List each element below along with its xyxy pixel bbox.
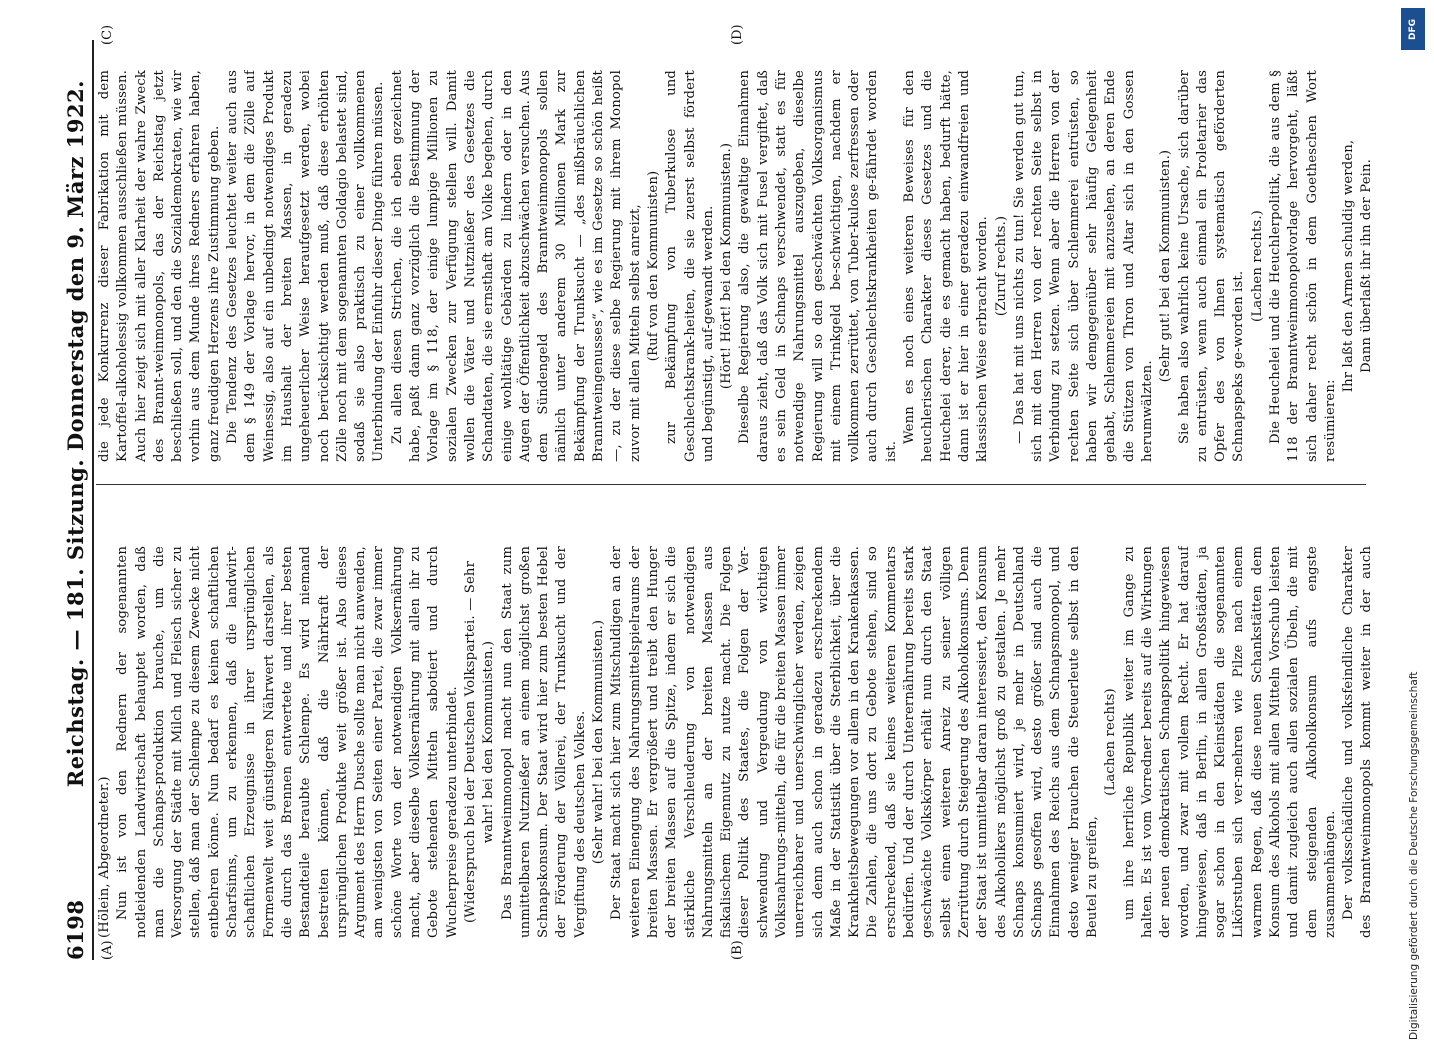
text-column-left	[96, 546, 1376, 938]
margin-marker-b: (B)	[730, 940, 745, 960]
paragraph: Nun ist von den Rednern der sogenannten notleidenden Landwirtschaft behauptet worden, daß man die Schnaps-produktion brauche, um die Versorgung der Städte mit Milch und Fleisch sicher zu stellen, daß man der Schlempe zu diesem Zwecke nicht entbehren könne. Nun bedarf es keinen schaftlichen Scharfsinns, um zu erkennen, daß die landwirt-schaftlichen Erzeugnisse in ihrer ursprünglichen Formenwelt weit günstigeren Nährwert darstellen, als die durch das Brennen entwertete und ihrer besten Bestandteile beraubte Schlempe. Es wird niemand bestreiten können, daß die Nährkraft der ursprünglichen Produkte weit größer ist. Also dieses Argument des Herrn Dusche sollte man nicht anwenden, am wenigsten von Seiten einer Partei, die zwar immer schöne Worte von der notwendigen Volksernährung macht, aber dieselbe Volksernährung mit allen ihr zu Gebote stehenden Mitteln sabotiert und durch Wucherpreise geradezu unterbindet.	[115, 546, 460, 938]
page-number: 6198	[63, 899, 88, 960]
paragraph: (Hölein, Abgeordneter.)	[97, 776, 112, 938]
paragraph: Dann überlaßt ihr ihn der Pein.	[1359, 158, 1375, 374]
margin-marker-a: (A)	[100, 940, 115, 960]
paragraph: Der Staat macht sich hier zum Mitschuldigen an der weiteren Einengung des Nahrungsmittelspielraums der breiten Massen. Er vergrößert und treibt den Hunger der breiten Massen auf die Spitze, indem er sich die stärkliche Verschleuderung von notwendigen Nahrungsmitteln an der breiten Massen aus fiskalischem Eigennutz zu nutze macht. Die Folgen dieser Politik des Staates, die Folgen der Ver-schwendung und Vergeudung von wichtigen Volksnahrungs-mitteln, die für die breiten Massen immer unerreichbarer und unerschwinglicher werden, zeigen sich denn auch schon in geradezu erschreckendem Maße in der Statistik über die Sterblichkeit, über die Krankheitsbewegungen vor allem in den Krankenkassen. Die Zahlen, die uns dort zu Gebote stehen, sind so erschreckend, daß sie keines weiteren Kommentars bedürfen. Und der durch Unterernährung bereits stark geschwächte Volkskörper erhält nun durch den Staat selbst einen weiteren Anreiz zu seiner völligen Zerrüttung durch Steigerung des Alkoholkonsums. Denn der Staat ist unmittelbar daran interessiert, den Konsum des Alkoholikers möglichst groß zu gestalten. Je mehr Schnaps konsumiert wird, je mehr in Deutschland Schnaps gesoffen wird, desto größer sind auch die Einnahmen des Reichs aus dem Schnapsmonopol, und desto weniger brauchen die Steuerleute selbst in den Beutel zu greifen,	[609, 546, 1101, 938]
dfg-logo: DFG	[1401, 8, 1425, 50]
paragraph: (Lachen rechts)	[1103, 688, 1119, 796]
digitization-credit: Digitalisierung gefördert durch die Deutsche Forschungsgemeinschaft	[1408, 671, 1420, 1040]
paragraph: — Das hat mit uns nichts zu tun! Sie werden gut tun, sich mit den Herren von der rechten Seite selbst in Verbindung zu setzen. Wenn aber die Herren von der rechten Seite sich über Schlemmerei entrüsten, so haben wir demgegenüber sehr häufig Gelegenheit gehabt, Schlemmereien mit anzusehen, an deren Ende die Stützen von Thron und Altar sich in den Gossen herumwälzten.	[1011, 70, 1155, 462]
paragraph: Dieselbe Regierung also, die gewaltige Einnahmen daraus zieht, daß das Volk sich mit Fusel vergiftet, daß es sein Geld in Schnaps verschwendet, statt es für notwendige Nahrungsmittel auszugeben, dieselbe Regierung will so den geschwächten Volksorganismus mit einem Trinkgeld be-schwichtigen, nachdem er vollkommen zerrüttet, von Tuber-kulose zerfressen oder auch durch Geschlechtskrankheiten ge-fährdet worden ist.	[737, 70, 899, 462]
paragraph: die jede Konkurrenz dieser Fabrikation mit dem Kartoffel-alkoholessig vollkommen ausschließen müssen. Auch hier zeigt sich mit aller Klarheit der wahre Zweck des Brannt-weinmonopols, das der Reichstag jetzt beschließen soll, und den die Sozialdemokraten, wie wir vorhin aus dem Munde ihres Redners erfahren haben, ganz freudigen Herzens ihre Zustimmung geben.	[97, 70, 222, 462]
paragraph: (Widerspruch bei der Deutschen Volkspartei. — Sehr wahr! bei den Kommunisten.)	[462, 560, 497, 924]
margin-marker-c: (C)	[100, 24, 115, 45]
paragraph: (Lachen rechts.)	[1249, 210, 1265, 322]
paragraph: Wenn es noch eines weiteren Beweises für den heuchlerischen Charakter dieses Gesetzes und die Heuchelei derer, die es gemacht haben, bedurft hätte, dann ist er hier in einer geradezu einwandfreien und klassischen Weise erbracht worden.	[902, 70, 991, 462]
column-divider	[96, 484, 1366, 485]
paragraph: Zu allen diesen Strichen, die ich eben gezeichnet habe, paßt dann ganz vorzüglich die Bestimmung der Vorlage im § 118, der einige lumpige Millionen zu sozialen Zwecken zur Verfügung stellen will. Damit wollen die Väter und Nutznießer des Gesetzes die Schandtaten, die sie ernsthaft am Volke begehen, durch einige wohltätige Gebärden zu lindern oder in den Augen der Öffentlichkeit abzuschwächen versuchen. Aus dem Sündengeld des Branntweinmonopols sollen nämlich unter anderem 30 Millionen Mark zur Bekämpfung der Trunksucht — „des mißbräuchlichen Branntweingenusses“, wie es im Gesetze so schön heißt —, zu der diese selbe Regierung mit ihrem Monopol zuvor mit allen Mitteln selbst anreizt,	[389, 70, 643, 462]
paragraph: zur Bekämpfung von Tuberkulose und Geschlechtskrank-heiten, die sie zuerst selbst fördert und begünstigt, auf-gewandt werden.	[664, 70, 716, 462]
page-title: Reichstag. — 181. Sitzung. Donnerstag den 9. März 1922.	[63, 80, 88, 788]
paragraph: Die Heuchelei und die Heuchlerpolitik, die aus dem § 118 der Branntweinmonopolvorlage hervorgeht, läßt sich daher recht schön in dem Goetheschen Wort resümieren:	[1268, 70, 1338, 462]
margin-marker-d: (D)	[730, 24, 745, 45]
paragraph: um ihre herrliche Republik weiter im Gange zu halten. Es ist vom Vorredner bereits auf die Wirkungen der neuen demokratischen Schnapspolitik hingewiesen worden, und zwar mit vollem Recht. Er hat darauf hingewiesen, daß in Berlin, in allen Großstädten, ja sogar schon in den Kleinstädten die sogenannten Likörstuben sich ver-mehren wie Pilze nach einem warmen Regen, daß diese neuen Schankstätten dem Konsum des Alkohols mit allen Mitteln Vorschub leisten und damit zugleich auch allen sozialen Übeln, die mit dem steigenden Alkoholkonsum aufs engste zusammenhängen.	[1121, 546, 1338, 938]
paragraph: (Zuruf rechts.)	[993, 215, 1009, 317]
paragraph: Ihr laßt den Armen schuldig werden,	[1341, 139, 1357, 393]
paragraph: (Hört! Hört! bei den Kommunisten.)	[719, 142, 735, 390]
paragraph: Sie haben also wahrlich keine Ursache, sich darüber zu entrüsten, wenn auch einmal ein Proletarier das Opfer des von Ihnen systematisch geförderten Schnapspeks ge-worden ist.	[1176, 70, 1247, 462]
digitization-sidebar	[1398, 0, 1434, 1040]
paragraph: Das Branntweinmonopol macht nun den Staat zum unmittelbaren Nutznießer an einem möglichst großen Schnapskonsum. Der Staat wird hier zum besten Hebel der Förderung der Völlerei, der Trunksucht und der Vergiftung des deutschen Volkes.	[499, 546, 588, 938]
text-column-right	[96, 70, 1376, 462]
paragraph: Die Tendenz des Gesetzes leuchtet weiter auch aus dem § 149 der Vorlage hervor, in dem die Zölle auf Weinessig, also auf ein unbedingt notwendiges Produkt im Haushalt der breiten Massen, in geradezu ungeheuerlicher Weise heraufgesetzt werden, wobei noch berücksichtigt werden muß, daß diese erhöhten Zölle noch mit dem sogenannten Goldagio belastet sind, sodaß sie also praktisch zu einer vollkommenen Unterbindung der Einfuhr dieser Dinge führen müssen.	[225, 70, 387, 462]
paragraph: Der volksschädliche und volksfeindliche Charakter des Branntweinmonopols kommt weiter in der auch	[1341, 546, 1375, 938]
paragraph: (Sehr gut! bei den Kommunisten.)	[1158, 149, 1174, 383]
paragraph: (Ruf von den Kommunisten)	[645, 170, 661, 362]
header-rule	[92, 40, 94, 960]
paragraph: (Sehr wahr! bei den Kommunisten.)	[591, 619, 607, 865]
page-header	[58, 40, 88, 960]
